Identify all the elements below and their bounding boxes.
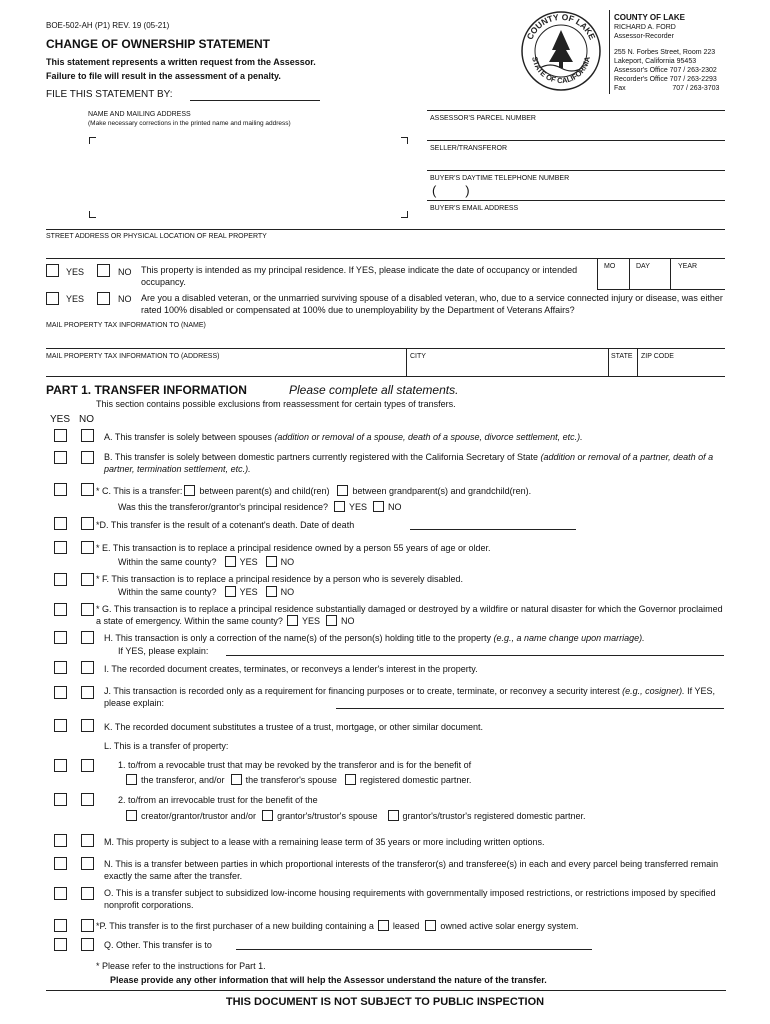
county-address-1: 255 N. Forbes Street, Room 223 xyxy=(614,49,716,56)
F-county-yes-checkbox[interactable] xyxy=(225,586,236,597)
Q-other-line[interactable] xyxy=(236,949,592,950)
I-no-checkbox[interactable] xyxy=(81,661,94,674)
county-official-title: Assessor-Recorder xyxy=(614,33,674,40)
item-D: *D. This transfer is the result of a cotenant's death. Date of death xyxy=(96,520,355,530)
recorder-phone: Recorder's Office 707 / 263-2293 xyxy=(614,76,717,83)
apn-field[interactable] xyxy=(428,124,724,140)
C-no-checkbox[interactable] xyxy=(81,483,94,496)
principal-residence-no-checkbox[interactable] xyxy=(97,264,110,277)
item-M: M. This property is subject to a lease with a remaining lease term of 35 years or more including written options. xyxy=(104,837,545,847)
L1-yes-checkbox[interactable] xyxy=(54,759,67,772)
item-K: K. The recorded document substitutes a trustee of a trust, mortgage, or other similar document. xyxy=(104,722,484,732)
fax-number: Fax 707 / 263-3703 xyxy=(614,85,720,92)
C-yes-checkbox[interactable] xyxy=(54,483,67,496)
I-yes-checkbox[interactable] xyxy=(54,661,67,674)
Q-yes-checkbox[interactable] xyxy=(54,938,67,951)
P-no-checkbox[interactable] xyxy=(81,919,94,932)
O-yes-checkbox[interactable] xyxy=(54,887,67,900)
county-name: COUNTY OF LAKE xyxy=(614,13,685,22)
item-L2-options: creator/grantor/trustor and/or grantor's/trustor's spouse grantor's/trustor's registered domestic partner. xyxy=(126,810,586,822)
mail-name-field[interactable] xyxy=(46,331,725,348)
G-county-no-checkbox[interactable] xyxy=(326,615,337,626)
E-county-no-checkbox[interactable] xyxy=(266,556,277,567)
D-date-of-death-line[interactable] xyxy=(410,529,576,530)
E-county-yes-checkbox[interactable] xyxy=(225,556,236,567)
zip-label: ZIP CODE xyxy=(641,353,674,360)
item-C-question: Was this the transferor/grantor's principal residence? YES NO xyxy=(118,502,402,512)
H-no-checkbox[interactable] xyxy=(81,631,94,644)
J-no-checkbox[interactable] xyxy=(81,686,94,699)
G-yes-checkbox[interactable] xyxy=(54,603,67,616)
K-yes-checkbox[interactable] xyxy=(54,719,67,732)
veteran-text: Are you a disabled veteran, or the unmarried surviving spouse of a disabled veteran, who, due to a service connected injury or disease, was either rated 100% disabled or compensated at 100% due to unemployability by the Department of Veterans Affairs? xyxy=(141,293,723,315)
C-residence-yes-checkbox[interactable] xyxy=(334,501,345,512)
date-year-field[interactable] xyxy=(671,272,725,288)
J-explain-line[interactable] xyxy=(336,708,724,709)
veteran-no-label: NO xyxy=(118,294,132,304)
P-owned-checkbox[interactable] xyxy=(425,920,436,931)
D-no-checkbox[interactable] xyxy=(81,517,94,530)
state-label: STATE xyxy=(611,353,633,360)
G-no-checkbox[interactable] xyxy=(81,603,94,616)
county-seal xyxy=(520,10,602,92)
item-J: J. This transaction is recorded only as a requirement for financing purposes or to create, terminate, or reconvey a security interest (e.g., cosigner). If YES, please explain: xyxy=(104,686,715,708)
L2-yes-checkbox[interactable] xyxy=(54,793,67,806)
L2-spouse-checkbox[interactable] xyxy=(262,810,273,821)
phone-field[interactable]: ( ) xyxy=(432,183,470,198)
address-window-corner-br xyxy=(401,211,408,218)
state-field[interactable] xyxy=(610,361,636,375)
A-yes-checkbox[interactable] xyxy=(54,429,67,442)
item-L1: 1. to/from a revocable trust that may be revoked by the transferor and is for the benefit of xyxy=(118,760,472,770)
item-E: * E. This transaction is to replace a principal residence owned by a person 55 years of age or older. xyxy=(96,543,491,553)
H-yes-checkbox[interactable] xyxy=(54,631,67,644)
date-day-field[interactable] xyxy=(630,272,669,288)
mail-name-label: MAIL PROPERTY TAX INFORMATION TO (NAME) xyxy=(46,322,206,329)
item-A: A. This transfer is solely between spouses (addition or removal of a spouse, death of a spouse, divorce settlement, etc.). xyxy=(104,432,583,442)
C-grandparent-checkbox[interactable] xyxy=(337,485,348,496)
J-yes-checkbox[interactable] xyxy=(54,686,67,699)
apn-label: ASSESSOR'S PARCEL NUMBER xyxy=(430,115,536,122)
item-H: H. This transaction is only a correction of the name(s) of the person(s) holding title to the property (e.g., a name change upon marriage). xyxy=(104,633,645,643)
address-window-corner-bl xyxy=(89,211,96,218)
veteran-no-checkbox[interactable] xyxy=(97,292,110,305)
phone-label: BUYER'S DAYTIME TELEPHONE NUMBER xyxy=(430,175,570,182)
address-window-corner-tr xyxy=(401,137,408,144)
item-P: *P. This transfer is to the first purchaser of a new building containing a leased owned active solar energy system. xyxy=(96,921,579,931)
city-label: CITY xyxy=(410,353,426,360)
item-B: B. This transfer is solely between domestic partners currently registered with the California Secretary of State (addition or removal of a partner, death of a partner, termination settlement, etc.). xyxy=(104,452,714,474)
name-address-field[interactable] xyxy=(90,140,400,210)
col-yes-header: YES xyxy=(50,414,71,425)
M-yes-checkbox[interactable] xyxy=(54,834,67,847)
item-E-county: Within the same county? YES NO xyxy=(118,557,295,567)
email-field[interactable] xyxy=(428,213,724,228)
O-no-checkbox[interactable] xyxy=(81,887,94,900)
F-no-checkbox[interactable] xyxy=(81,573,94,586)
svg-text:STATE OF CALIFORNIA: STATE OF CALIFORNIA xyxy=(530,55,592,86)
item-L: L. This is a transfer of property: xyxy=(104,741,229,751)
Q-no-checkbox[interactable] xyxy=(81,938,94,951)
date-day-label: DAY xyxy=(636,263,650,270)
svg-text:COUNTY OF LAKE: COUNTY OF LAKE xyxy=(524,11,598,42)
F-yes-checkbox[interactable] xyxy=(54,573,67,586)
item-L1-options: the transferor, and/or the transferor's spouse registered domestic partner. xyxy=(126,774,471,786)
seller-field[interactable] xyxy=(428,154,724,170)
D-yes-checkbox[interactable] xyxy=(54,517,67,530)
L1-transferor-checkbox[interactable] xyxy=(126,774,137,785)
part1-footnote-bold: Please provide any other information that will help the Assessor understand the nature of the transfer. xyxy=(110,975,547,985)
A-no-checkbox[interactable] xyxy=(81,429,94,442)
principal-residence-text: This property is intended as my principal residence. If YES, please indicate the date of occupancy or intended occupancy. xyxy=(141,265,578,287)
part1-intro: This section contains possible exclusions from reassessment for certain types of transfers. xyxy=(96,399,456,409)
L2-grantor-checkbox[interactable] xyxy=(126,810,137,821)
form-title: CHANGE OF OWNERSHIP STATEMENT xyxy=(46,37,271,51)
P-yes-checkbox[interactable] xyxy=(54,919,67,932)
E-yes-checkbox[interactable] xyxy=(54,541,67,554)
principal-residence-no-label: NO xyxy=(118,267,132,277)
item-N: N. This is a transfer between parties in which proportional interests of the transferor(s) and transferee(s) in each and every parcel being transferred remain exactly the same after the transfer. xyxy=(104,859,719,881)
item-L2: 2. to/from an irrevocable trust for the benefit of the xyxy=(118,795,318,805)
part1-footnote: * Please refer to the instructions for Part 1. xyxy=(96,961,266,971)
item-C: * C. This is a transfer: between parent(s) and child(ren) between grandparent(s) and grandchild(ren). xyxy=(96,486,532,496)
H-explain-line[interactable] xyxy=(226,655,724,656)
street-label: STREET ADDRESS OR PHYSICAL LOCATION OF REAL PROPERTY xyxy=(46,233,267,240)
file-by-label: FILE THIS STATEMENT BY: xyxy=(46,89,173,100)
part1-heading-note: Please complete all statements. xyxy=(289,383,459,397)
N-yes-checkbox[interactable] xyxy=(54,857,67,870)
principal-residence-yes-label: YES xyxy=(66,267,85,277)
assessor-phone: Assessor's Office 707 / 263-2302 xyxy=(614,67,717,74)
seller-label: SELLER/TRANSFEROR xyxy=(430,145,508,152)
part1-heading: PART 1. TRANSFER INFORMATION xyxy=(46,383,247,397)
N-no-checkbox[interactable] xyxy=(81,857,94,870)
item-H-explain-label: If YES, please explain: xyxy=(118,646,209,656)
date-mo-field[interactable] xyxy=(598,272,628,288)
zip-field[interactable] xyxy=(639,361,725,375)
E-no-checkbox[interactable] xyxy=(81,541,94,554)
C-residence-no-checkbox[interactable] xyxy=(373,501,384,512)
county-official: RICHARD A. FORD xyxy=(614,24,676,31)
col-no-header: NO xyxy=(79,414,94,425)
L1-spouse-checkbox[interactable] xyxy=(231,774,242,785)
F-county-no-checkbox[interactable] xyxy=(266,586,277,597)
P-leased-checkbox[interactable] xyxy=(378,920,389,931)
public-inspection-notice: THIS DOCUMENT IS NOT SUBJECT TO PUBLIC INSPECTION xyxy=(225,996,545,1008)
L1-partner-checkbox[interactable] xyxy=(345,774,356,785)
B-no-checkbox[interactable] xyxy=(81,451,94,464)
email-label: BUYER'S EMAIL ADDRESS xyxy=(430,205,519,212)
M-no-checkbox[interactable] xyxy=(81,834,94,847)
mail-address-field[interactable] xyxy=(46,361,404,375)
item-F: * F. This transaction is to replace a principal residence by a person who is severely disabled. xyxy=(96,574,464,584)
street-field[interactable] xyxy=(46,242,725,258)
name-address-note: (Make necessary corrections in the printed name and mailing address) xyxy=(88,120,291,127)
county-address-2: Lakeport, California 95453 xyxy=(614,58,697,65)
C-parent-child-checkbox[interactable] xyxy=(184,485,195,496)
city-field[interactable] xyxy=(408,361,606,375)
item-O: O. This is a transfer subject to subsidized low-income housing requirements with governmentally imposed restrictions, or restrictions imposed by specified nonprofit corporations. xyxy=(104,888,716,910)
L1-no-checkbox[interactable] xyxy=(81,759,94,772)
G-county-yes-checkbox[interactable] xyxy=(287,615,298,626)
date-year-label: YEAR xyxy=(678,263,698,270)
K-no-checkbox[interactable] xyxy=(81,719,94,732)
form-id: BOE-502-AH (P1) REV. 19 (05-21) xyxy=(46,21,170,30)
warning-line-2: Failure to file will result in the assessment of a penalty. xyxy=(46,71,281,81)
warning-line-1: This statement represents a written request from the Assessor. xyxy=(46,57,316,67)
B-yes-checkbox[interactable] xyxy=(54,451,67,464)
principal-residence-yes-checkbox[interactable] xyxy=(46,264,59,277)
name-address-label: NAME AND MAILING ADDRESS xyxy=(88,111,191,118)
veteran-yes-checkbox[interactable] xyxy=(46,292,59,305)
file-by-line[interactable] xyxy=(190,100,320,101)
item-G: * G. This transaction is to replace a principal residence substantially damaged or destroyed by a wildfire or natural disaster for which the Governor proclaimed a state of emergency. Within the same county? YES NO xyxy=(96,604,723,626)
mail-address-label: MAIL PROPERTY TAX INFORMATION TO (ADDRESS) xyxy=(46,353,220,360)
item-Q: Q. Other. This transfer is to xyxy=(104,940,212,950)
item-F-county: Within the same county? YES NO xyxy=(118,587,295,597)
item-I: I. The recorded document creates, terminates, or reconveys a lender's interest in the property. xyxy=(104,664,478,674)
date-mo-label: MO xyxy=(604,263,616,270)
veteran-yes-label: YES xyxy=(66,294,85,304)
L2-no-checkbox[interactable] xyxy=(81,793,94,806)
L2-partner-checkbox[interactable] xyxy=(388,810,399,821)
